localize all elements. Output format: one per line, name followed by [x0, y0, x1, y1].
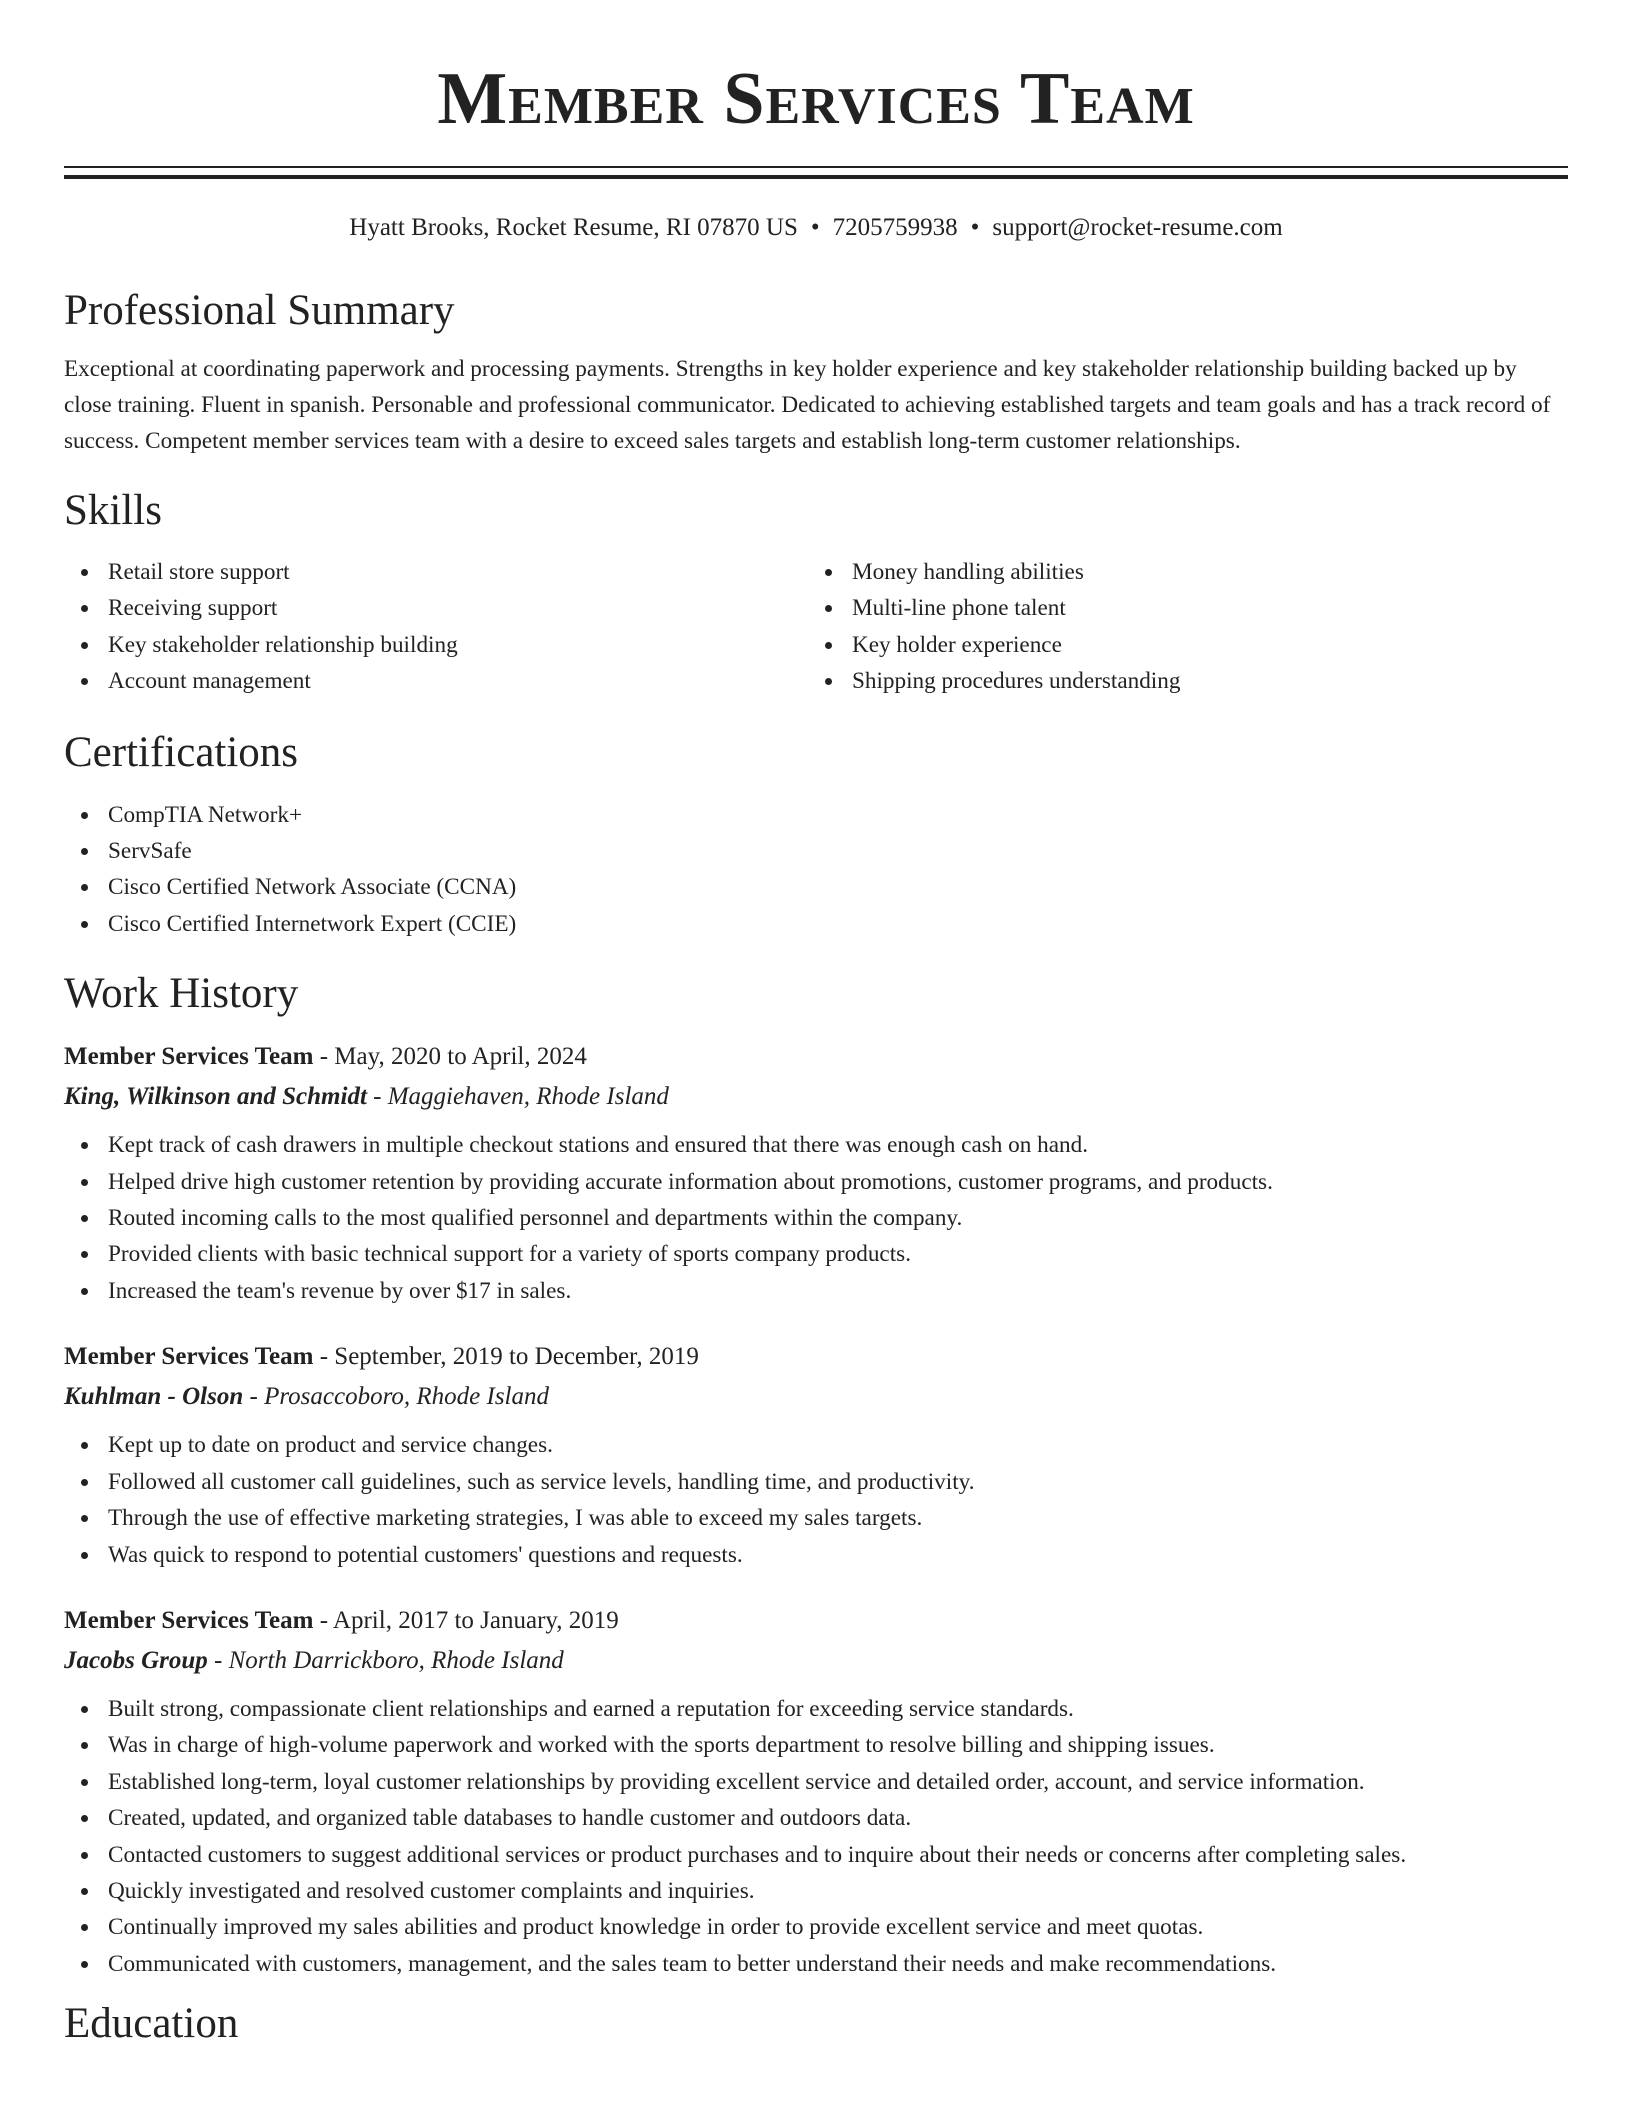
contact-line — [64, 211, 1568, 245]
job-entry — [64, 1337, 1568, 1573]
job-bullet: Established long-term, loyal customer relationships by providing excellent service and detailed order, account, and service information. — [64, 1764, 1568, 1800]
job-bullet: Increased the team's revenue by over $17 in sales. — [64, 1273, 1568, 1309]
summary-text: Exceptional at coordinating paperwork and processing payments. Strengths in key holder experience and key stakeholder relationship building backed up by close training. Fluent in spanish. Personable and professional communicator. Dedicated to achieving established targets and team goals and has a track record of success. Competent member services team with a desire to exceed sales targets and establish long-term customer relationships. — [64, 356, 1551, 454]
contact-phone: 7205759938 — [832, 214, 958, 241]
job-dates: - May, 2020 to April, 2024 — [319, 1043, 587, 1071]
job-bullet: Was quick to respond to potential customers' questions and requests. — [64, 1537, 1568, 1573]
job-entry — [64, 1037, 1568, 1309]
job-location: - Maggiehaven, Rhode Island — [373, 1083, 669, 1111]
work-history-heading: Work History — [64, 970, 299, 1018]
skill-item: Money handling abilities — [808, 554, 1568, 590]
resume-name: Member Services Team — [437, 58, 1195, 140]
skill-item: Shipping procedures understanding — [808, 663, 1568, 699]
job-bullet: Kept up to date on product and service changes. — [64, 1427, 1568, 1463]
skills-list-right — [808, 554, 1568, 700]
job-bullet: Kept track of cash drawers in multiple checkout stations and ensured that there was enough cash on hand. — [64, 1127, 1568, 1163]
education-heading: Education — [64, 2000, 239, 2048]
job-bullet: Was in charge of high-volume paperwork and worked with the sports department to resolve billing and shipping issues. — [64, 1727, 1568, 1763]
job-entry — [64, 1601, 1568, 1982]
job-bullet: Contacted customers to suggest additional services or product purchases and to inquire about their needs or concerns after completing sales. — [64, 1837, 1568, 1873]
job-location: - Prosaccoboro, Rhode Island — [249, 1383, 549, 1411]
job-heading — [64, 1601, 1568, 1641]
summary-heading: Professional Summary — [64, 287, 455, 334]
contact-separator: • — [970, 214, 980, 241]
job-company: Jacobs Group — [64, 1646, 208, 1674]
skill-item: Retail store support — [64, 554, 808, 590]
certification-item: ServSafe — [64, 833, 1568, 869]
header-divider — [64, 166, 1568, 179]
contact-separator: • — [810, 214, 820, 241]
skills-heading: Skills — [64, 487, 162, 534]
skill-item: Key holder experience — [808, 627, 1568, 663]
job-title: Member Services Team — [64, 1343, 314, 1371]
job-bullets — [64, 1691, 1568, 1982]
job-company: Kuhlman - Olson — [64, 1383, 244, 1411]
job-bullet: Provided clients with basic technical support for a variety of sports company products. — [64, 1236, 1568, 1272]
job-dates: - April, 2017 to January, 2019 — [319, 1606, 619, 1634]
certifications-list — [64, 797, 1568, 943]
certification-item: Cisco Certified Network Associate (CCNA) — [64, 869, 1568, 905]
job-company-line — [64, 1377, 1568, 1417]
job-bullet: Routed incoming calls to the most qualified personnel and departments within the company. — [64, 1200, 1568, 1236]
skill-item: Account management — [64, 663, 808, 699]
job-bullet: Continually improved my sales abilities and product knowledge in order to provide excellent service and meet quotas. — [64, 1909, 1568, 1945]
job-heading — [64, 1337, 1568, 1377]
skill-item: Receiving support — [64, 590, 808, 626]
job-bullet: Through the use of effective marketing strategies, I was able to exceed my sales targets. — [64, 1500, 1568, 1536]
job-company-line — [64, 1641, 1568, 1681]
skill-item: Key stakeholder relationship building — [64, 627, 808, 663]
skills-grid — [64, 554, 1568, 700]
contact-email: support@rocket-resume.com — [992, 214, 1283, 241]
job-title: Member Services Team — [64, 1043, 314, 1071]
job-bullet: Followed all customer call guidelines, such as service levels, handling time, and productivity. — [64, 1464, 1568, 1500]
job-heading — [64, 1037, 1568, 1077]
job-bullet: Built strong, compassionate client relationships and earned a reputation for exceeding service standards. — [64, 1691, 1568, 1727]
job-bullet: Helped drive high customer retention by providing accurate information about promotions, customer programs, and products. — [64, 1164, 1568, 1200]
resume-page — [64, 0, 1568, 2052]
job-bullets — [64, 1127, 1568, 1309]
job-dates: - September, 2019 to December, 2019 — [319, 1343, 699, 1371]
skills-list-left — [64, 554, 808, 700]
job-title: Member Services Team — [64, 1606, 314, 1634]
job-bullet: Created, updated, and organized table databases to handle customer and outdoors data. — [64, 1800, 1568, 1836]
job-company-line — [64, 1077, 1568, 1117]
job-company: King, Wilkinson and Schmidt — [64, 1083, 367, 1111]
skill-item: Multi-line phone talent — [808, 590, 1568, 626]
certification-item: Cisco Certified Internetwork Expert (CCIE) — [64, 906, 1568, 942]
certification-item: CompTIA Network+ — [64, 797, 1568, 833]
certifications-heading: Certifications — [64, 728, 299, 776]
job-bullet: Communicated with customers, management, and the sales team to better understand their needs and make recommendations. — [64, 1946, 1568, 1982]
job-bullets — [64, 1427, 1568, 1573]
contact-address: Hyatt Brooks, Rocket Resume, RI 07870 US — [349, 214, 798, 241]
job-bullet: Quickly investigated and resolved customer complaints and inquiries. — [64, 1873, 1568, 1909]
job-location: - North Darrickboro, Rhode Island — [214, 1646, 564, 1674]
